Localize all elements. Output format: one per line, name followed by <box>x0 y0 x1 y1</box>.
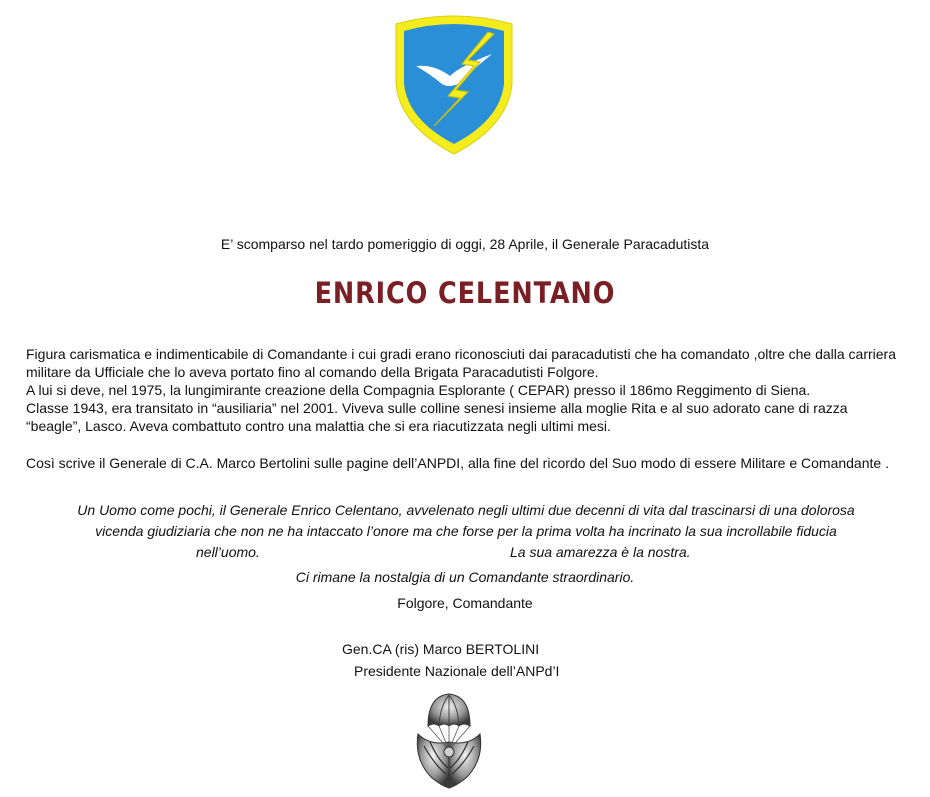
quote-line-3-right: La sua amarezza è la nostra. <box>510 544 691 560</box>
quote-line-1: Un Uomo come pochi, il Generale Enrico Celentano, avvelenato negli ultimi due decenni di vita dal trascinarsi di una dolorosa <box>77 502 855 518</box>
general-name: ENRICO CELENTANO <box>314 276 616 310</box>
quote-line-2: vicenda giudiziaria che non ne ha intaccato l’onore ma che forse per la prima volta ha incrinato la sua incrollabile fiducia <box>95 523 837 539</box>
signature-title: Presidente Nazionale dell’ANPd’I <box>354 663 560 679</box>
closing-line: Ci rimane la nostalgia di un Comandante straordinario. <box>295 569 635 585</box>
quote-line-3 <box>26 542 906 563</box>
quote-line-3-left: nell’uomo. <box>196 544 260 560</box>
bio-line-cepar: A lui si deve, nel 1975, la lungimirante creazione della Compagnia Esplorante ( CEPAR) presso il 186mo Reggimento di Siena. <box>26 382 811 398</box>
folgore-shield-icon <box>388 14 520 156</box>
bio-line-personal: Classe 1943, era transitato in “ausiliaria” nel 2001. Viveva sulle colline senesi insieme alla moglie Rita e al suo adorato cane di razza “beagle”, Lasco. Aveva combattuto contro una malattia che si era riacutizzata negli ultimi mesi. <box>26 400 848 434</box>
folgore-salute: Folgore, Comandante <box>397 595 533 611</box>
intro-text: E’ scomparso nel tardo pomeriggio di oggi, 28 Aprile, il Generale Paracadutista <box>220 236 710 252</box>
biography-paragraph <box>26 345 906 435</box>
bertolini-quote <box>26 500 906 563</box>
bio-line-career: Figura carismatica e indimenticabile di Comandante i cui gradi erano riconosciuti dai paracadutisti che ha comandato ,oltre che dalla carriera militare da Ufficiale che lo aveva portato fino al comando della Brigata Paracadutisti Folgore. <box>26 346 897 380</box>
bertolini-intro-paragraph: Così scrive il Generale di C.A. Marco Bertolini sulle pagine dell’ANPDI, alla fine del ricordo del Suo modo di essere Militare e Comandante . <box>26 455 889 471</box>
signature-name: Gen.CA (ris) Marco BERTOLINI <box>342 641 540 657</box>
parachutist-wings-badge-icon <box>412 690 486 792</box>
